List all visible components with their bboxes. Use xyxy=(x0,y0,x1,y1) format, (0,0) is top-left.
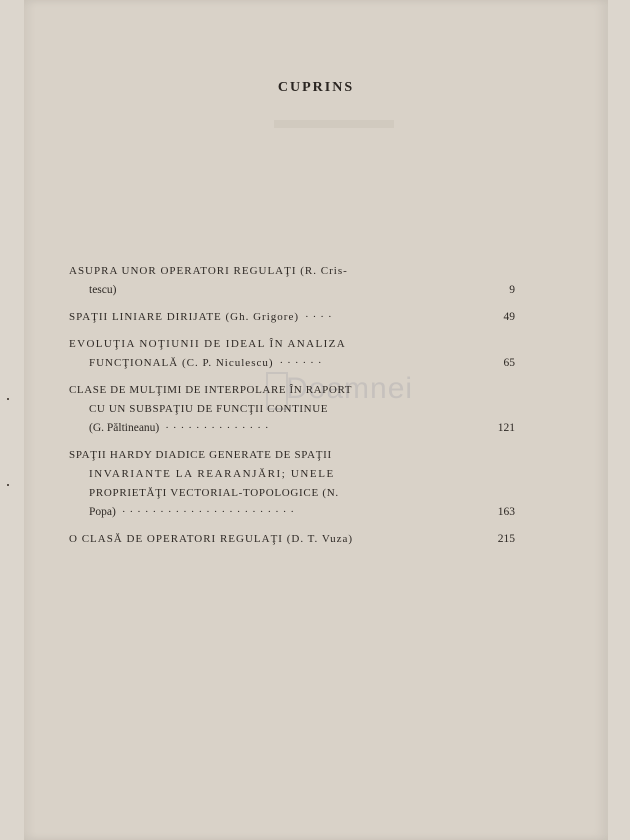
toc-page-number: 215 xyxy=(497,533,515,545)
toc-entry xyxy=(69,530,515,549)
table-of-contents xyxy=(69,262,515,556)
toc-entry xyxy=(69,446,515,522)
leader-dots: ······················· xyxy=(121,506,299,518)
toc-entry xyxy=(69,308,515,327)
toc-entry-line: ASUPRA UNOR OPERATORI REGULAŢI (R. Cris- xyxy=(69,265,348,277)
paper-speck xyxy=(7,398,9,400)
toc-entry-line: (G. Păltineanu) xyxy=(89,422,160,434)
toc-page-number: 9 xyxy=(509,284,515,296)
leader-dots: ·············· xyxy=(165,422,273,434)
toc-entry-line: tescu) xyxy=(89,284,117,296)
toc-entry xyxy=(69,262,515,300)
page-title: CUPRINS xyxy=(277,80,355,95)
toc-page-number: 121 xyxy=(497,422,515,434)
toc-entry-line: EVOLUŢIA NOŢIUNII DE IDEAL ÎN ANALIZA xyxy=(69,338,347,350)
toc-entry-line: SPAŢII LINIARE DIRIJATE (Gh. Grigore) xyxy=(69,311,299,323)
toc-entry-line: FUNCŢIONALĂ (C. P. Niculescu) xyxy=(89,357,274,369)
toc-entry-line: O CLASĂ DE OPERATORI REGULAŢI (D. T. Vuza) xyxy=(69,533,354,545)
bleed-through-mark xyxy=(274,120,394,128)
leader-dots: ···· xyxy=(304,311,336,323)
book-page xyxy=(24,0,608,840)
leader-dots: ······ xyxy=(279,357,326,369)
watermark-text: Doamnei xyxy=(286,372,414,405)
toc-entry-line: Popa) xyxy=(89,506,116,518)
toc-entry xyxy=(69,335,515,373)
toc-page-number: 65 xyxy=(503,357,515,369)
toc-entry-line: SPAŢII HARDY DIADICE GENERATE DE SPAŢII xyxy=(69,449,332,461)
toc-entry xyxy=(69,381,515,438)
paper-speck xyxy=(7,484,9,486)
toc-entry-line: CU UN SUBSPAŢIU DE FUNCŢII CONTINUE xyxy=(89,403,329,415)
toc-entry-line: CLASE DE MULŢIMI DE INTERPOLARE ÎN RAPORT xyxy=(69,384,353,396)
toc-entry-line: INVARIANTE LA REARANJĂRI; UNELE xyxy=(89,468,335,480)
toc-page-number: 163 xyxy=(497,506,515,518)
toc-entry-line: PROPRIETĂŢI VECTORIAL-TOPOLOGICE (N. xyxy=(89,487,339,499)
toc-page-number: 49 xyxy=(503,311,515,323)
